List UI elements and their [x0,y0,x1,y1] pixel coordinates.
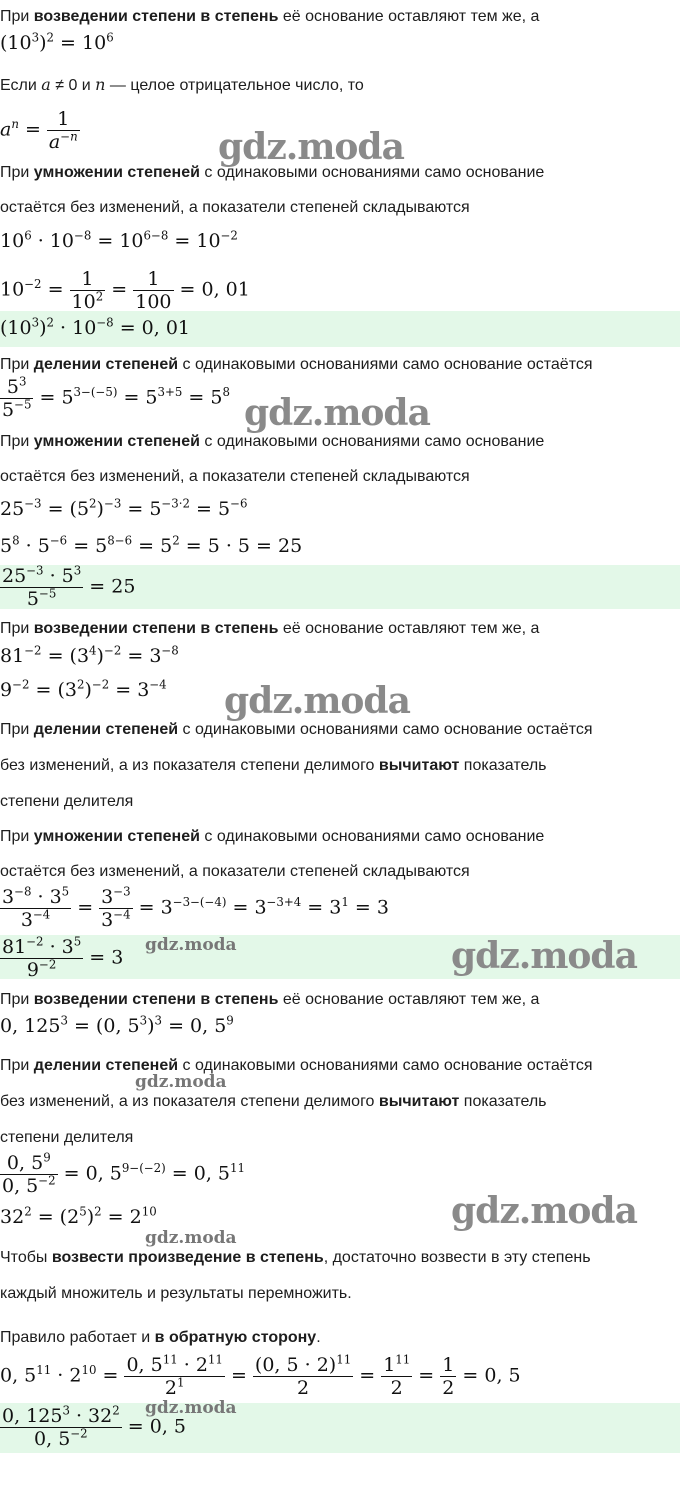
formula: $\frac{5^3}{5^{-5}}$ = $5^{3-(-5)} = 5^{3+5} = 5^8$ [2,374,230,421]
rule-division-line3: степени делителя [0,1129,134,1146]
watermark: gdz.moda [145,1228,237,1248]
formula: $5^8 \cdot 5^{-6} = 5^{8-6} = 5^2 = 5 \cdot 5 = 25$ [0,533,303,557]
watermark: gdz.moda [145,935,237,955]
watermark: gdz.moda [451,1190,637,1232]
rule-reverse: Правило работает и в обратную сторону. [0,1329,321,1346]
watermark: gdz.moda [145,1398,237,1418]
answer-formula-3: $\frac{81^{-2} \cdot 3^5}{9^{-2}}$ = 3 [2,934,124,981]
formula: $9^{-2} = (3^2)^{-2} = 3^{-4}$ [0,677,167,701]
answer-formula-4: $\frac{0, 125^3 \cdot 32^2}{0, 5^{-2}}$ = 0, 5 [2,1403,186,1450]
watermark: gdz.moda [135,1072,227,1092]
rule-division: При делении степеней с одинаковыми основаниями само основание остаётся [0,1057,593,1074]
rule-multiplication-line2: остаётся без изменений, а показатели степеней складываются [0,863,470,880]
formula: $\frac{0, 5^9}{0, 5^{-2}}$ = 0, $5^{9-(-2)} = 0$, $5^{11}$ [2,1150,246,1197]
rule-division-line2: без изменений, а из показателя степени делимого вычитают показатель [0,1093,547,1110]
rule-multiplication: При умножении степеней с одинаковыми основаниями само основание [0,433,545,450]
formula: $\frac{3^{-8} \cdot 3^5}{3^{-4}}$ = $\frac{3^{-3}}{3^{-4}}$ = $3^{-3-(-4)} = 3^{-3+4} = 3^1 = 3$ [2,884,389,931]
rule-multiplication-line2: остаётся без изменений, а показатели степеней складываются [0,199,470,216]
rule-division-line2: без изменений, а из показателя степени делимого вычитают показатель [0,757,547,774]
rule-multiplication: При умножении степеней с одинаковыми основаниями само основание [0,164,545,181]
formula: 0, $5^{11} \cdot 2^{10}$ = $\frac{0, 5^{11} \cdot 2^{11}}{2^1}$ = $\frac{(0, 5 \cdot 2)^{11}}{2}$ = $\frac{1^{11}}{2}$ = $\frac{1}{2}$ = 0, 5 [0,1352,521,1399]
formula: $10^{-2}$ = $\frac{1}{10^2}$ = $\frac{1}{100}$ = 0, 01 [0,268,250,313]
rule-division: При делении степеней с одинаковыми основаниями само основание остаётся [0,721,593,738]
formula: $(10^3)^2 = 10^6$ [0,30,114,54]
watermark: gdz.moda [218,126,404,168]
rule-power-of-product-line2: каждый множитель и результаты перемножить. [0,1285,352,1302]
watermark: gdz.moda [224,680,410,722]
rule-power-of-power: При возведении степени в степень её основание оставляют тем же, а [0,620,540,637]
rule-division: При делении степеней с одинаковыми основаниями само основание остаётся [0,356,593,373]
rule-power-of-power: При возведении степени в степень её основание оставляют тем же, а [0,8,540,25]
answer-formula-1: $(10^3)^2 \cdot 10^{-8} = 0$, 01 [0,315,191,339]
watermark: gdz.moda [244,392,430,434]
formula: $10^6 \cdot 10^{-8} = 10^{6-8} = 10^{-2}$ [0,228,238,252]
formula: $25^{-3} = (5^2)^{-3} = 5^{-3\cdot 2} = 5^{-6}$ [0,496,248,520]
formula: $81^{-2} = (3^4)^{-2} = 3^{-8}$ [0,643,179,667]
formula: $a^n$ = $\frac{1}{a^{-n}}$ [0,108,78,153]
rule-division-line3: степени делителя [0,793,134,810]
rule-multiplication: При умножении степеней с одинаковыми основаниями само основание [0,828,545,845]
rule-power-of-product: Чтобы возвести произведение в степень, достаточно возвести в эту степень [0,1249,591,1266]
watermark: gdz.moda [451,935,637,977]
formula: 0, $125^3 = (0$, $5^3)^3 = 0$, $5^9$ [0,1013,234,1037]
rule-multiplication-line2: остаётся без изменений, а показатели степеней складываются [0,468,470,485]
answer-formula-2: $\frac{25^{-3} \cdot 5^3}{5^{-5}}$ = 25 [2,563,136,610]
rule-negative-exponent: Если a ≠ 0 и n — целое отрицательное число, то [0,75,364,94]
formula: $32^2 = (2^5)^2 = 2^{10}$ [0,1204,157,1228]
rule-power-of-power: При возведении степени в степень её основание оставляют тем же, а [0,991,540,1008]
